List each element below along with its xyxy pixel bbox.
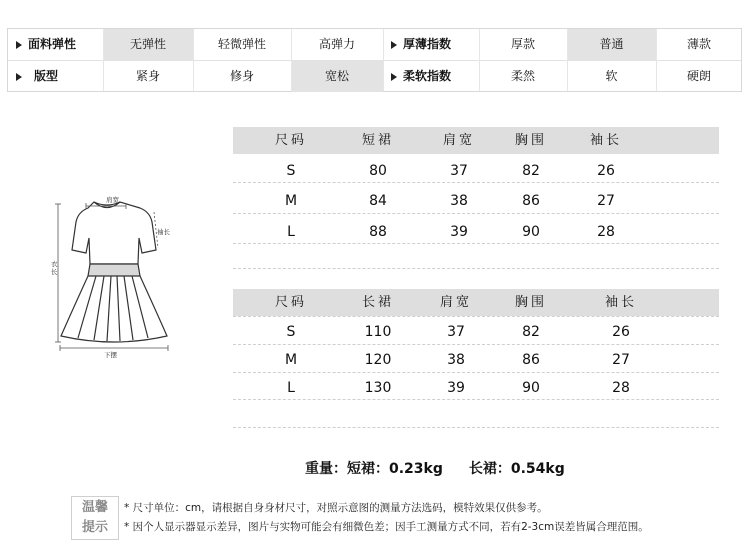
measurement-cell: 120 xyxy=(364,352,392,368)
weight-short: 重量：短裙：0.23kg xyxy=(305,461,443,477)
option-high-elasticity: 高弹力 xyxy=(318,37,355,51)
measurement-cell: 39 xyxy=(447,380,465,396)
option-tight: 紧身 xyxy=(135,69,160,83)
column-header: 短裙 xyxy=(361,133,395,148)
triangle-bullet-icon xyxy=(16,41,22,49)
measurement-cell: 110 xyxy=(364,324,392,340)
column-header: 肩宽 xyxy=(439,295,473,310)
row-divider xyxy=(233,268,719,269)
row-divider xyxy=(233,316,719,317)
option-slight-elasticity: 轻微弹性 xyxy=(217,37,266,51)
measurement-cell: 28 xyxy=(612,380,630,396)
fabric-attribute-table xyxy=(7,28,742,92)
length-label-line2: 长 xyxy=(51,268,58,276)
row-divider xyxy=(233,372,719,373)
row-divider xyxy=(233,344,719,345)
weight-long: 长裙：0.54kg xyxy=(468,461,565,477)
column-header: 尺码 xyxy=(274,295,308,310)
column-header: 长裙 xyxy=(361,295,395,310)
triangle-bullet-icon xyxy=(391,41,397,49)
divider xyxy=(193,29,194,91)
measurement-cell: 38 xyxy=(450,193,468,209)
measurement-cell: 90 xyxy=(522,380,540,396)
measurement-cell: 86 xyxy=(522,352,540,368)
elasticity-label: 面料弹性 xyxy=(8,29,103,60)
sleeve-label: 袖长 xyxy=(157,228,170,236)
row-divider xyxy=(233,399,719,400)
dress-measurement-diagram xyxy=(50,186,185,358)
size-cell: M xyxy=(284,193,298,209)
softness-label: 柔软指数 xyxy=(383,61,479,92)
column-header: 尺码 xyxy=(274,133,308,148)
option-soft-silky: 柔然 xyxy=(510,69,535,83)
divider xyxy=(383,29,384,91)
option-thick: 厚款 xyxy=(510,37,535,51)
option-thin: 薄款 xyxy=(686,37,711,51)
dress-outline xyxy=(61,202,167,342)
thickness-label: 厚薄指数 xyxy=(383,29,479,60)
divider xyxy=(291,29,292,91)
measurement-cell: 90 xyxy=(522,224,540,240)
weight-info xyxy=(305,458,591,478)
size-cell: M xyxy=(284,352,298,368)
attribute-row-elasticity-thickness xyxy=(8,29,741,60)
measurement-cell: 37 xyxy=(447,324,465,340)
size-cell: L xyxy=(287,380,295,396)
shoulder-label: 肩宽 xyxy=(106,196,119,204)
measurement-cell: 26 xyxy=(597,163,615,179)
tips-label-line2: 提示 xyxy=(81,520,108,535)
measurement-cell: 26 xyxy=(612,324,630,340)
row-divider xyxy=(233,427,719,428)
measurement-cell: 80 xyxy=(369,163,387,179)
measurement-cell: 27 xyxy=(612,352,630,368)
option-normal-thickness: 普通 xyxy=(567,29,656,60)
divider xyxy=(103,29,104,91)
measurement-cell: 130 xyxy=(364,380,392,396)
measurement-cell: 88 xyxy=(369,224,387,240)
divider xyxy=(479,29,480,91)
table-header-row xyxy=(233,127,719,154)
column-header: 袖长 xyxy=(604,295,638,310)
column-header: 胸围 xyxy=(514,295,548,310)
row-divider xyxy=(233,182,719,183)
measurement-cell: 86 xyxy=(522,193,540,209)
column-header: 袖长 xyxy=(589,133,623,148)
tips-box xyxy=(71,496,119,540)
size-cell: L xyxy=(287,224,295,240)
size-cell: S xyxy=(286,324,296,340)
tips-label-line1: 温馨 xyxy=(81,500,108,515)
option-slim: 修身 xyxy=(229,69,254,83)
measurement-cell: 84 xyxy=(369,193,387,209)
measurement-cell: 39 xyxy=(450,224,468,240)
measurement-cell: 38 xyxy=(447,352,465,368)
measurement-cell: 28 xyxy=(597,224,615,240)
tip-line-1: * 尺寸单位：cm，请根据自身身材尺寸，对照示意图的测量方法选码，模特效果仅供参考。 xyxy=(124,502,548,514)
size-cell: S xyxy=(286,163,296,179)
divider xyxy=(656,29,657,91)
option-loose: 宽松 xyxy=(291,61,383,92)
measurement-cell: 37 xyxy=(450,163,468,179)
tip-line-2: * 因个人显示器显示差异，图片与实物可能会有细微色差；因手工测量方式不同，若有2-3cm误差皆属合理范围。 xyxy=(124,521,649,533)
size-table-long xyxy=(233,289,719,431)
triangle-bullet-icon xyxy=(16,73,22,81)
triangle-bullet-icon xyxy=(391,73,397,81)
divider xyxy=(567,29,568,91)
option-no-elasticity: 无弹性 xyxy=(103,29,193,60)
measurement-cell: 82 xyxy=(522,163,540,179)
hem-label: 下摆 xyxy=(104,351,117,358)
attribute-row-fit-softness xyxy=(8,60,741,92)
size-table-short xyxy=(233,127,719,272)
fit-label: 版型 xyxy=(8,61,103,92)
row-divider xyxy=(233,213,719,214)
option-soft: 软 xyxy=(605,69,618,83)
column-header: 胸围 xyxy=(514,133,548,148)
column-header: 肩宽 xyxy=(442,133,476,148)
row-divider xyxy=(233,243,719,244)
measurement-cell: 82 xyxy=(522,324,540,340)
measurement-cell: 27 xyxy=(597,193,615,209)
option-stiff: 硬朗 xyxy=(686,69,711,83)
length-label-line1: 衣 xyxy=(51,260,58,268)
table-header-row xyxy=(233,289,719,316)
